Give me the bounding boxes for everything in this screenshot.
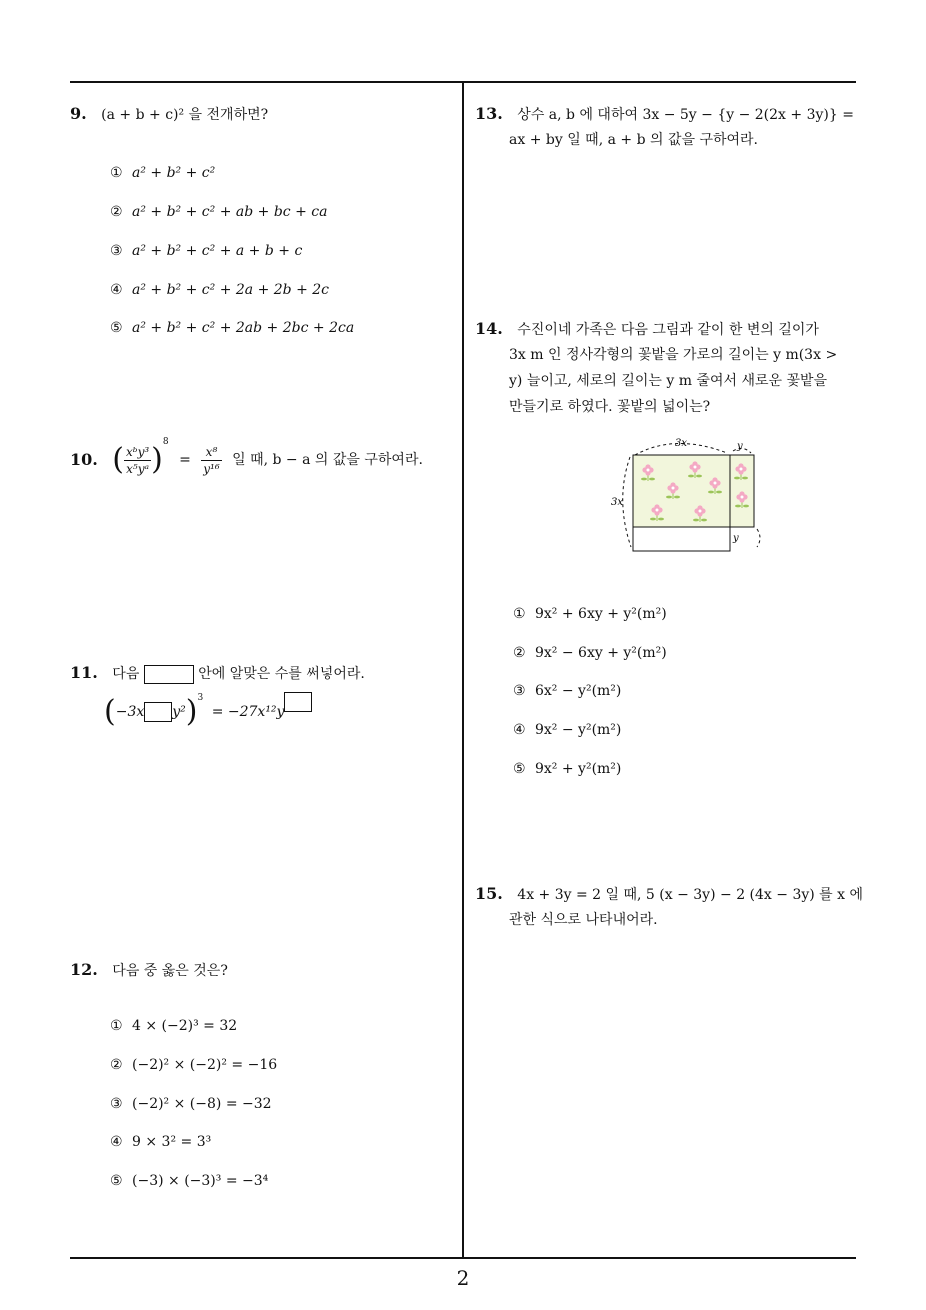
question-text-before: 다음 xyxy=(112,666,140,682)
option-text: a² + b² + c² + a + b + c xyxy=(132,243,303,259)
question-text-line-2: 3x m 인 정사각형의 꽃밭을 가로의 길이는 y m(3x > xyxy=(509,347,838,363)
option-mark: ③ xyxy=(110,1096,123,1112)
question-number: 10. xyxy=(70,450,98,469)
option-mark: ① xyxy=(110,165,123,181)
q14-option-1[interactable] xyxy=(513,606,667,622)
q9-option-4[interactable] xyxy=(110,282,329,298)
option-mark: ③ xyxy=(110,243,123,259)
expr-part: −3x xyxy=(115,704,145,720)
question-text: 다음 중 옳은 것은? xyxy=(112,963,228,979)
option-text: a² + b² + c² + 2ab + 2bc + 2ca xyxy=(132,320,355,336)
option-mark: ⑤ xyxy=(110,320,123,336)
option-text: 4 × (−2)³ = 32 xyxy=(132,1018,238,1034)
q9-option-3[interactable] xyxy=(110,243,302,259)
question-number: 15. xyxy=(475,884,503,903)
option-text: 6x² − y²(m²) xyxy=(535,683,622,699)
question-15 xyxy=(475,881,863,908)
answer-box-1[interactable] xyxy=(144,702,172,722)
q14-line-2 xyxy=(509,342,837,368)
garden-removed-strip xyxy=(633,527,730,551)
question-text-line-2: ax + by 일 때, a + b 의 값을 구하여라. xyxy=(509,132,759,148)
option-text: (−3) × (−3)³ = −3⁴ xyxy=(132,1173,269,1189)
fraction-left xyxy=(124,444,151,477)
option-text: 9x² − y²(m²) xyxy=(535,722,622,738)
expr-part: y² xyxy=(172,704,186,720)
option-mark: ① xyxy=(513,606,526,622)
answer-box-blank xyxy=(144,665,194,684)
question-text-line-3: y) 늘이고, 세로의 길이는 y m 줄여서 새로운 꽃밭을 xyxy=(509,373,828,389)
option-mark: ③ xyxy=(513,683,526,699)
option-mark: ⑤ xyxy=(110,1173,123,1189)
question-12 xyxy=(70,957,228,984)
q12-option-1[interactable] xyxy=(110,1018,237,1034)
option-mark: ② xyxy=(513,645,526,661)
equals-sign: = xyxy=(179,452,191,468)
option-mark: ① xyxy=(110,1018,123,1034)
question-number: 12. xyxy=(70,960,98,979)
question-number: 14. xyxy=(475,319,503,338)
question-text-line-1: 수진이네 가족은 다음 그림과 같이 한 변의 길이가 xyxy=(517,322,819,338)
close-paren: ) xyxy=(185,694,198,729)
q9-option-1[interactable] xyxy=(110,165,215,181)
denominator: y¹⁶ xyxy=(203,461,220,476)
q14-line-3 xyxy=(509,368,827,394)
option-text: 9x² − 6xy + y²(m²) xyxy=(535,645,667,661)
option-text: (−2)² × (−8) = −32 xyxy=(132,1096,272,1112)
fraction-right xyxy=(201,444,221,477)
right-dim-arc xyxy=(757,529,760,547)
exponent: 8 xyxy=(162,437,169,447)
option-text: a² + b² + c² + ab + bc + ca xyxy=(132,204,328,220)
q12-option-2[interactable] xyxy=(110,1057,277,1073)
option-mark: ④ xyxy=(513,722,526,738)
question-11 xyxy=(70,660,365,687)
open-paren: ( xyxy=(112,442,125,477)
label-y-top: y xyxy=(737,441,743,452)
question-9 xyxy=(70,101,268,128)
option-mark: ② xyxy=(110,1057,123,1073)
q14-line-4 xyxy=(509,394,710,420)
numerator: x⁸ xyxy=(201,444,221,461)
question-text: 일 때, b − a 의 값을 구하여라. xyxy=(232,452,423,468)
left-dim-arc xyxy=(623,457,631,547)
expr-rhs: = −27x¹²y xyxy=(211,704,285,720)
q9-option-5[interactable] xyxy=(110,320,354,336)
q11-expression xyxy=(104,692,312,729)
option-text: 9x² + 6xy + y²(m²) xyxy=(535,606,667,622)
option-mark: ② xyxy=(110,204,123,220)
question-text-after: 안에 알맞은 수를 써넣어라. xyxy=(198,666,365,682)
option-text: a² + b² + c² + 2a + 2b + 2c xyxy=(132,282,330,298)
question-number: 11. xyxy=(70,663,98,682)
question-15-line2 xyxy=(509,907,658,933)
question-14 xyxy=(475,316,819,343)
option-mark: ④ xyxy=(110,282,123,298)
q12-option-5[interactable] xyxy=(110,1173,268,1189)
label-y-right: y xyxy=(733,533,739,544)
question-number: 13. xyxy=(475,104,503,123)
question-text-line-4: 만들기로 하였다. 꽃밭의 넓이는? xyxy=(509,399,711,415)
denominator: x⁵yᵃ xyxy=(126,461,150,476)
question-text-line-2: 관한 식으로 나타내어라. xyxy=(509,912,658,928)
option-text: 9 × 3² = 3³ xyxy=(132,1134,212,1150)
question-10 xyxy=(70,437,423,477)
option-text: (−2)² × (−2)² = −16 xyxy=(132,1057,278,1073)
label-3x-top: 3x xyxy=(675,438,688,449)
question-text-line-1: 4x + 3y = 2 일 때, 5 (x − 3y) − 2 (4x − 3y) 를 x 에 xyxy=(517,887,864,903)
q14-option-3[interactable] xyxy=(513,683,621,699)
column-divider xyxy=(462,82,464,1258)
numerator: xᵇy³ xyxy=(126,444,150,459)
question-13-line2 xyxy=(509,127,758,153)
exponent: 3 xyxy=(197,693,204,703)
question-text: (a + b + c)² 을 전개하면? xyxy=(101,107,269,123)
option-text: 9x² + y²(m²) xyxy=(535,761,622,777)
q14-option-5[interactable] xyxy=(513,761,621,777)
q12-option-4[interactable] xyxy=(110,1134,211,1150)
garden-figure xyxy=(605,435,765,560)
option-mark: ④ xyxy=(110,1134,123,1150)
question-text-line-1: 상수 a, b 에 대하여 3x − 5y − {y − 2(2x + 3y)} = xyxy=(517,107,854,123)
q12-option-3[interactable] xyxy=(110,1096,272,1112)
q14-option-2[interactable] xyxy=(513,645,667,661)
option-text: a² + b² + c² xyxy=(132,165,216,181)
close-paren: ) xyxy=(151,442,163,477)
label-3x-left: 3x xyxy=(611,497,624,508)
answer-box-2[interactable] xyxy=(284,692,312,712)
page-number: 2 xyxy=(456,1266,470,1290)
question-13 xyxy=(475,101,854,128)
open-paren: ( xyxy=(104,694,116,729)
option-mark: ⑤ xyxy=(513,761,526,777)
q14-option-4[interactable] xyxy=(513,722,621,738)
question-number: 9. xyxy=(70,104,87,123)
q9-option-2[interactable] xyxy=(110,204,327,220)
